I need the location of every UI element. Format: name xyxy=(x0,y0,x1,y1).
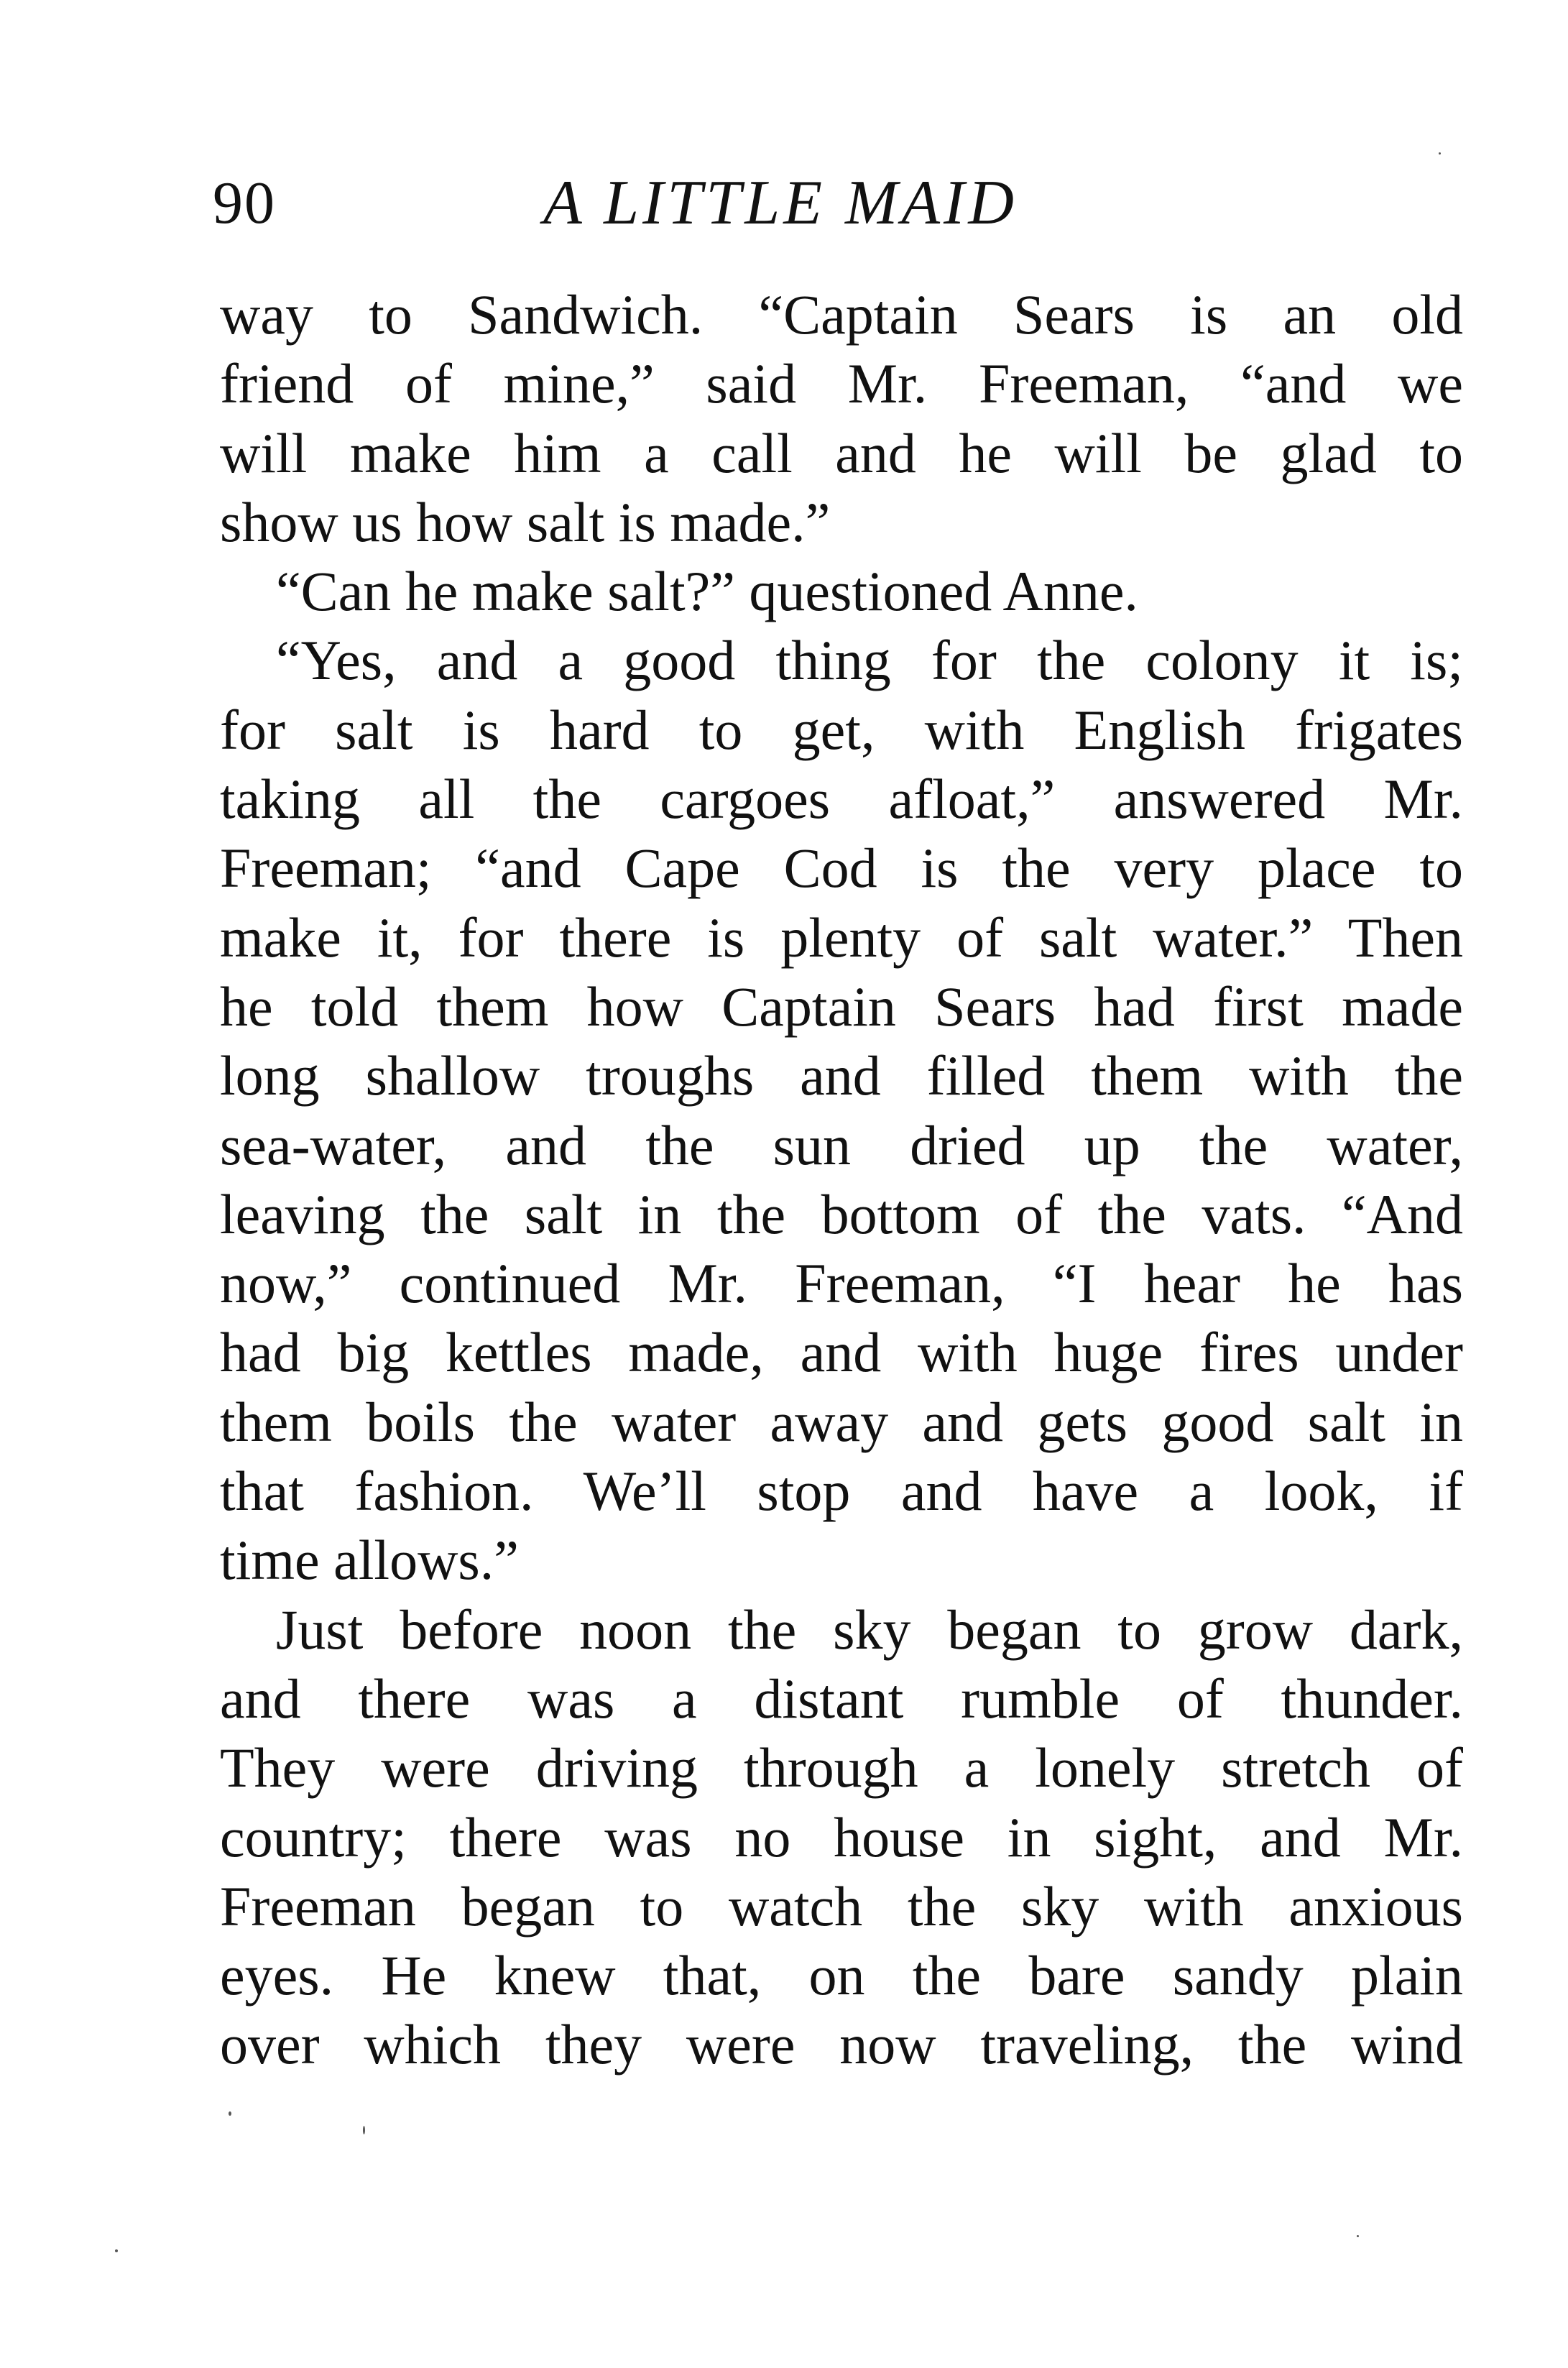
text-line: he told them how Captain Sears had first made xyxy=(220,975,1463,1038)
scan-speck xyxy=(1439,152,1441,155)
text-line: sea-water, and the sun dried up the water, xyxy=(220,1113,1463,1176)
text-line: them boils the water away and gets good salt in xyxy=(220,1390,1463,1453)
text-line: that fashion. We’ll stop and have a look, if xyxy=(220,1460,1463,1523)
text-line: for salt is hard to get, with English frigates xyxy=(220,698,1463,761)
running-title: A LITTLE MAID xyxy=(543,168,1018,238)
text-line: over which they were now traveling, the wind xyxy=(220,2013,1463,2076)
scan-speck xyxy=(115,2249,118,2252)
text-line: leaving the salt in the bottom of the vats. “And xyxy=(220,1182,1463,1245)
text-line: friend of mine,” said Mr. Freeman, “and we xyxy=(220,352,1463,415)
text-line: had big kettles made, and with huge fires under xyxy=(220,1321,1463,1384)
text-line: They were driving through a lonely stretch of xyxy=(220,1736,1463,1800)
text-line: long shallow troughs and filled them with the xyxy=(220,1044,1463,1107)
text-line: Just before noon the sky began to grow dark, xyxy=(276,1598,1463,1661)
page-number: 90 xyxy=(213,170,276,236)
text-line: now,” continued Mr. Freeman, “I hear he has xyxy=(220,1252,1463,1315)
text-line: will make him a call and he will be glad to xyxy=(220,421,1463,484)
text-line: way to Sandwich. “Captain Sears is an old xyxy=(220,283,1463,346)
text-line: show us how salt is made.” xyxy=(220,490,831,553)
text-line: make it, for there is plenty of salt water.” Then xyxy=(220,906,1463,969)
scan-speck xyxy=(1357,2235,1359,2237)
page-header xyxy=(213,164,1477,243)
text-line: “Yes, and a good thing for the colony it is; xyxy=(276,629,1463,692)
text-line: “Can he make salt?” questioned Anne. xyxy=(276,560,1138,623)
text-line: Freeman; “and Cape Cod is the very place to xyxy=(220,837,1463,900)
text-line: country; there was no house in sight, and Mr. xyxy=(220,1805,1463,1869)
text-line: time allows.” xyxy=(220,1529,519,1592)
text-line: Freeman began to watch the sky with anxious xyxy=(220,1874,1463,1938)
text-line: taking all the cargoes afloat,” answered Mr. xyxy=(220,768,1463,831)
scan-speck xyxy=(229,2111,231,2116)
scan-speck xyxy=(363,2126,365,2134)
text-line: and there was a distant rumble of thunder. xyxy=(220,1667,1463,1730)
body-text xyxy=(220,280,1463,2080)
text-line: eyes. He knew that, on the bare sandy plain xyxy=(220,1944,1463,2007)
